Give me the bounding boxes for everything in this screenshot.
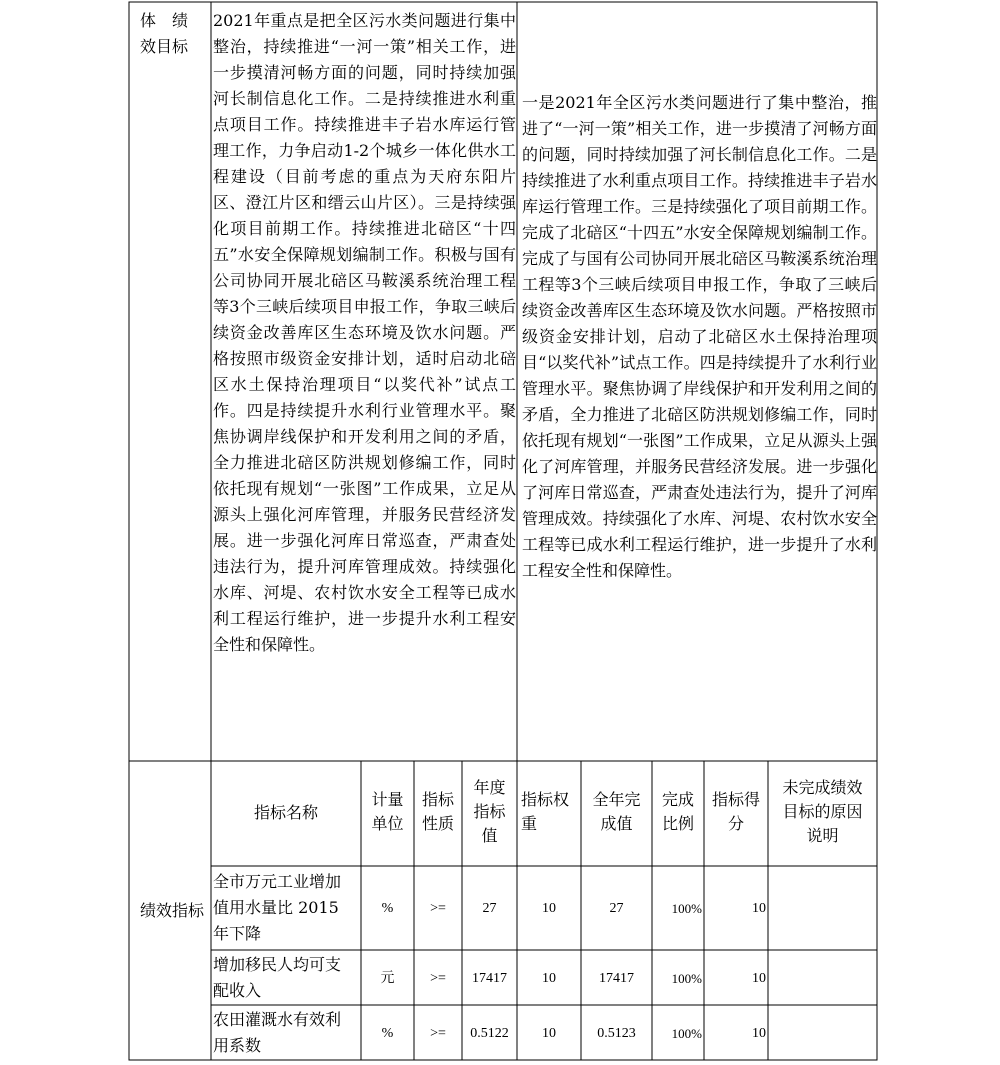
table-row-3-target: 0.5122 (470, 1026, 509, 1041)
table-row-1-actual: 27 (609, 901, 624, 916)
table-row-3-weight: 10 (542, 1026, 556, 1041)
header-actual-value: 全年完 成值 (592, 790, 641, 833)
table-row-2-score: 10 (752, 971, 766, 986)
section-label-indicators: 绩效指标 (139, 901, 204, 920)
table-row-1-weight: 10 (542, 901, 556, 916)
header-annual-target: 年度 指标 值 (473, 778, 506, 845)
table-row-3-nature: >= (430, 1026, 446, 1041)
label-line-1: 体 绩 (140, 11, 189, 30)
table-row-2-target: 17417 (472, 971, 507, 986)
table-row-3-actual: 0.5123 (597, 1026, 636, 1041)
table-row-2-actual: 17417 (599, 971, 634, 986)
table-row-1-nature: >= (430, 901, 446, 916)
table-row-1-target: 27 (482, 901, 497, 916)
table-row-2-ratio: 100% (671, 971, 702, 986)
header-weight: 指标权 重 (521, 790, 570, 833)
table-row-1-score: 10 (752, 901, 766, 916)
table-row-3-name: 农田灌溉水有效利 用系数 (213, 1010, 342, 1055)
table-row-2-nature: >= (430, 971, 446, 986)
table-row-1-name: 全市万元工业增加 值用水量比 2015 年下降 (213, 872, 342, 943)
annual-result-text: 一是2021年全区污水类问题进行了集中整治，推进了“一河一策”相关工作，进一步摸清了河畅方面的问题，同时持续加强了河长制信息化工作。二是持续推进了水利重点项目工作。持续推进丰子岩水库运行管理工作。三是持续强化了项目前期工作。完成了北碚区“十四五”水安全保障规划编制工作。完成了与国有公司协同开展北碚区马鞍溪系统治理工程等3个三峡后续项目申报工作，争取了三峡后续资金改善库区生态环境及饮水问题。严格按照市级资金安排计划，启动了北碚区水土保持治理项目“以奖代补”试点工作。四是持续提升了水利行业管理水平。聚焦协调了岸线保护和开发利用之间的矛盾，全力推进了北碚区防洪规划修编工作，同时依托现有规划“一张图”工作成果，立足从源头上强化了河库管理，并服务民营经济发展。进一步强化了河库日常巡查，严肃查处违法行为，提升了河库管理成效。持续强化了水库、河堤、农村饮水安全工程等已成水利工程运行维护，进一步提升了水利工程安全性和保障性。 (522, 93, 877, 580)
table-row-1-unit: % (381, 901, 394, 916)
header-completion-ratio: 完成 比例 (661, 790, 694, 833)
annual-goal-text: 2021年重点是把全区污水类问题进行集中整治，持续推进“一河一策”相关工作，进一步摸清河畅方面的问题，同时持续加强河长制信息化工作。二是持续推进水利重点项目工作。持续推进丰子岩水库运行管理工作，力争启动1-2个城乡一体化供水工程建设（目前考虑的重点为天府东阳片区、澄江片区和缙云山片区）。三是持续强化项目前期工作。持续推进北碚区“十四五”水安全保障规划编制工作。积极与国有公司协同开展北碚区马鞍溪系统治理工程等3个三峡后续项目申报工作，争取三峡后续资金改善库区生态环境及饮水问题。严格按照市级资金安排计划，适时启动北碚区水土保持治理项目“以奖代补”试点工作。四是持续提升水利行业管理水平。聚焦协调岸线保护和开发利用之间的矛盾，全力推进北碚区防洪规划修编工作，同时依托现有规划“一张图”工作成果，立足从源头上强化河库管理，并服务民营经济发展。进一步强化河库日常巡查，严肃查处违法行为，提升河库管理成效。持续强化水库、河堤、农村饮水安全工程等已成水利工程运行维护，进一步提升水利工程安全性和保障性。 (213, 11, 516, 654)
table-row-2-weight: 10 (542, 971, 556, 986)
section-label-goals (140, 8, 206, 60)
header-nature: 指标 性质 (421, 790, 454, 833)
label-line-2: 效目标 (140, 37, 189, 56)
table-row-3-score: 10 (752, 1026, 766, 1041)
table-row-2-unit: 元 (380, 971, 395, 986)
table-row-2-name: 增加移民人均可支 配收入 (213, 955, 342, 1000)
header-score: 指标得 分 (711, 790, 760, 833)
header-reason: 未完成绩效 目标的原因 说明 (782, 778, 863, 845)
header-indicator-name: 指标名称 (253, 803, 318, 822)
table-row-3-ratio: 100% (671, 1026, 702, 1041)
header-unit: 计量 单位 (371, 790, 404, 833)
table-row-3-unit: % (381, 1026, 394, 1041)
table-row-1-ratio: 100% (671, 901, 702, 916)
